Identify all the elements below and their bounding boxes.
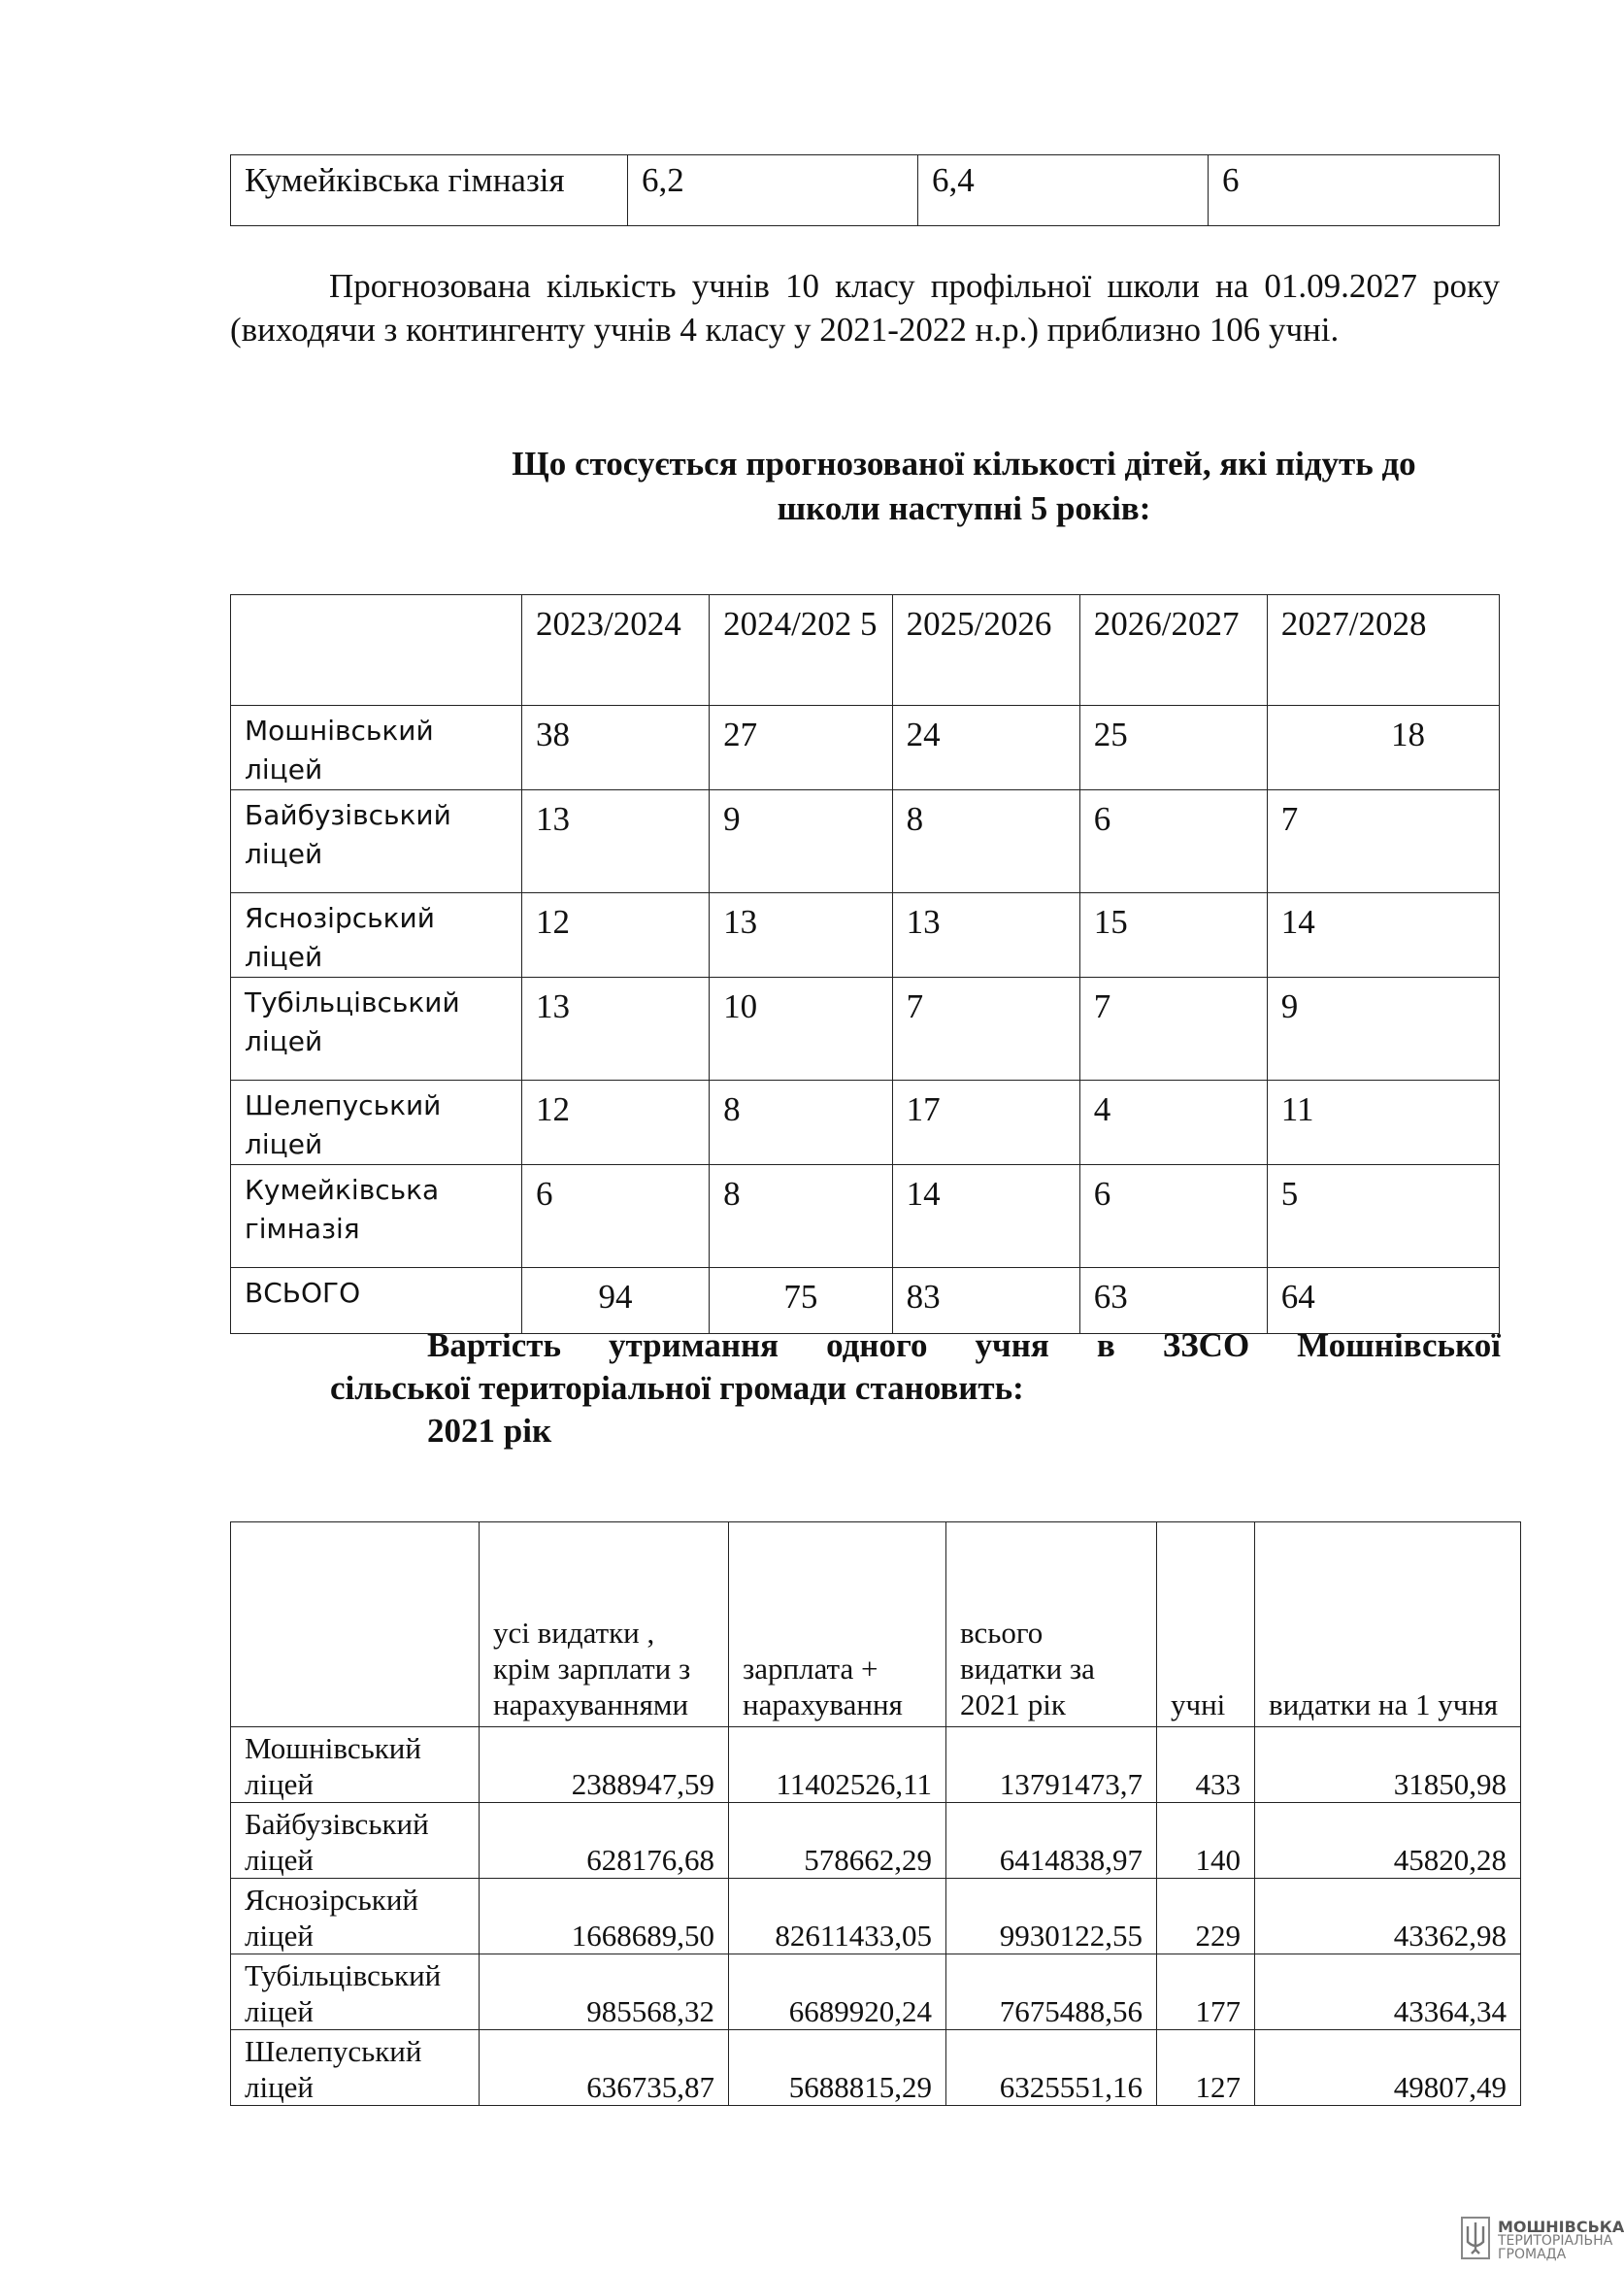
value-cell: 6414838,97 [946, 1803, 1157, 1879]
logo-text-line3: ГРОМАДА [1498, 2247, 1567, 2262]
table-row [231, 1727, 1521, 1803]
school-name-cell: Байбузівський ліцей [231, 790, 522, 893]
table-row [231, 790, 1500, 893]
logo-text-line1: МОШНІВСЬКА [1498, 2218, 1624, 2236]
community-logo [1461, 2217, 1624, 2265]
value-cell: 13791473,7 [946, 1727, 1157, 1803]
value-cell: 43362,98 [1255, 1879, 1521, 1954]
year-header: 2024/202 5 [710, 595, 893, 706]
column-header: всього видатки за 2021 рік [946, 1522, 1157, 1727]
empty-header-cell [231, 1522, 480, 1727]
value-cell: 18 [1267, 706, 1499, 790]
value-cell: 7 [1079, 978, 1267, 1081]
table-row [231, 893, 1500, 978]
school-name-cell: Байбузівський ліцей [231, 1803, 480, 1879]
value-cell: 13 [522, 790, 710, 893]
school-name-cell: Шелепуський ліцей [231, 1081, 522, 1165]
value-cell: 9 [1267, 978, 1499, 1081]
value-cell: 14 [892, 1165, 1079, 1268]
value-cell: 7 [892, 978, 1079, 1081]
value-cell: 12 [522, 893, 710, 978]
value-cell: 7 [1267, 790, 1499, 893]
value-cell: 13 [892, 893, 1079, 978]
school-name-cell: Кумейківська гімназія [231, 1165, 522, 1268]
column-header: усі видатки , крім зарплати з нарахуваннями [480, 1522, 729, 1727]
value-cell: 8 [892, 790, 1079, 893]
value-cell: 38 [522, 706, 710, 790]
value-cell: 45820,28 [1255, 1803, 1521, 1879]
table-row [231, 1165, 1500, 1268]
table-row [231, 155, 1500, 226]
forecast-heading-line1: Що стосується прогнозованої кількості дітей, які підуть до [512, 445, 1416, 483]
value-cell: 82611433,05 [729, 1879, 946, 1954]
table-row [231, 1803, 1521, 1879]
value-cell: 9 [710, 790, 893, 893]
year-header: 2027/2028 [1267, 595, 1499, 706]
value-cell: 636735,87 [480, 2030, 729, 2106]
value-cell: 177 [1157, 1954, 1255, 2030]
table-row [231, 2030, 1521, 2106]
value-cell: 6 [522, 1165, 710, 1268]
value-cell: 628176,68 [480, 1803, 729, 1879]
value-cell: 24 [892, 706, 1079, 790]
value-cell: 7675488,56 [946, 1954, 1157, 2030]
value-cell: 5688815,29 [729, 2030, 946, 2106]
cost-heading-line1: Вартість утримання одного учня в ЗЗСО Мошнівської [427, 1326, 1501, 1364]
paragraph [230, 264, 1500, 351]
logo-text-line2: ТЕРИТОРІАЛЬНА [1498, 2233, 1613, 2249]
forecast-heading [427, 442, 1501, 531]
value-cell: 9930122,55 [946, 1879, 1157, 1954]
value-cell: 127 [1157, 2030, 1255, 2106]
value-cell: 43364,34 [1255, 1954, 1521, 2030]
value-cell: 13 [522, 978, 710, 1081]
value-cell: 6,4 [918, 155, 1209, 226]
value-cell: 49807,49 [1255, 2030, 1521, 2106]
value-cell: 229 [1157, 1879, 1255, 1954]
total-value-cell: 64 [1267, 1268, 1499, 1334]
trident-emblem-icon [1461, 2217, 1490, 2259]
value-cell: 433 [1157, 1727, 1255, 1803]
value-cell: 578662,29 [729, 1803, 946, 1879]
value-cell: 12 [522, 1081, 710, 1165]
value-cell: 31850,98 [1255, 1727, 1521, 1803]
school-name-cell: Яснозірський ліцей [231, 893, 522, 978]
table-header-row [231, 1522, 1521, 1727]
table-row [231, 1954, 1521, 2030]
value-cell: 4 [1079, 1081, 1267, 1165]
table-row [231, 1879, 1521, 1954]
value-cell: 8 [710, 1165, 893, 1268]
value-cell: 27 [710, 706, 893, 790]
cost-heading [330, 1324, 1501, 1453]
cost-heading-line2: сільської територіальної громади становить: [330, 1369, 1024, 1407]
total-value-cell: 94 [522, 1268, 710, 1334]
table-continuation [230, 154, 1500, 226]
cost-heading-year: 2021 рік [427, 1412, 552, 1450]
value-cell: 15 [1079, 893, 1267, 978]
value-cell: 6,2 [628, 155, 918, 226]
value-cell: 13 [710, 893, 893, 978]
total-value-cell: 63 [1079, 1268, 1267, 1334]
value-cell: 25 [1079, 706, 1267, 790]
total-label-cell: ВСЬОГО [231, 1268, 522, 1334]
value-cell: 6325551,16 [946, 2030, 1157, 2106]
value-cell: 6689920,24 [729, 1954, 946, 2030]
column-header: учні [1157, 1522, 1255, 1727]
table-row [231, 1081, 1500, 1165]
value-cell: 11402526,11 [729, 1727, 946, 1803]
forecast-heading-line2: школи наступні 5 років: [777, 489, 1151, 527]
value-cell: 5 [1267, 1165, 1499, 1268]
table-row [231, 978, 1500, 1081]
school-name-cell: Мошнівський ліцей [231, 706, 522, 790]
value-cell: 6 [1079, 790, 1267, 893]
year-header: 2025/2026 [892, 595, 1079, 706]
total-value-cell: 75 [710, 1268, 893, 1334]
empty-header-cell [231, 595, 522, 706]
value-cell: 14 [1267, 893, 1499, 978]
table-header-row [231, 595, 1500, 706]
school-name-cell: Кумейківська гімназія [231, 155, 628, 226]
value-cell: 17 [892, 1081, 1079, 1165]
total-value-cell: 83 [892, 1268, 1079, 1334]
value-cell: 140 [1157, 1803, 1255, 1879]
value-cell: 10 [710, 978, 893, 1081]
column-header: видатки на 1 учня [1255, 1522, 1521, 1727]
column-header: зарплата + нарахування [729, 1522, 946, 1727]
value-cell: 8 [710, 1081, 893, 1165]
value-cell: 11 [1267, 1081, 1499, 1165]
school-name-cell: Яснозірський ліцей [231, 1879, 480, 1954]
year-header: 2026/2027 [1079, 595, 1267, 706]
value-cell: 1668689,50 [480, 1879, 729, 1954]
school-name-cell: Тубільцівський ліцей [231, 1954, 480, 2030]
school-name-cell: Тубільцівський ліцей [231, 978, 522, 1081]
value-cell: 985568,32 [480, 1954, 729, 2030]
value-cell: 6 [1209, 155, 1500, 226]
school-name-cell: Шелепуський ліцей [231, 2030, 480, 2106]
paragraph-text: Прогнозована кількість учнів 10 класу профільної школи на 01.09.2027 року (виходячи з контингенту учнів 4 класу у 2021-2022 н.р.) приблизно 106 учні. [230, 267, 1500, 349]
table-row [231, 706, 1500, 790]
value-cell: 6 [1079, 1165, 1267, 1268]
value-cell: 2388947,59 [480, 1727, 729, 1803]
school-name-cell: Мошнівський ліцей [231, 1727, 480, 1803]
cost-table [230, 1521, 1521, 2106]
forecast-table [230, 594, 1500, 1334]
year-header: 2023/2024 [522, 595, 710, 706]
